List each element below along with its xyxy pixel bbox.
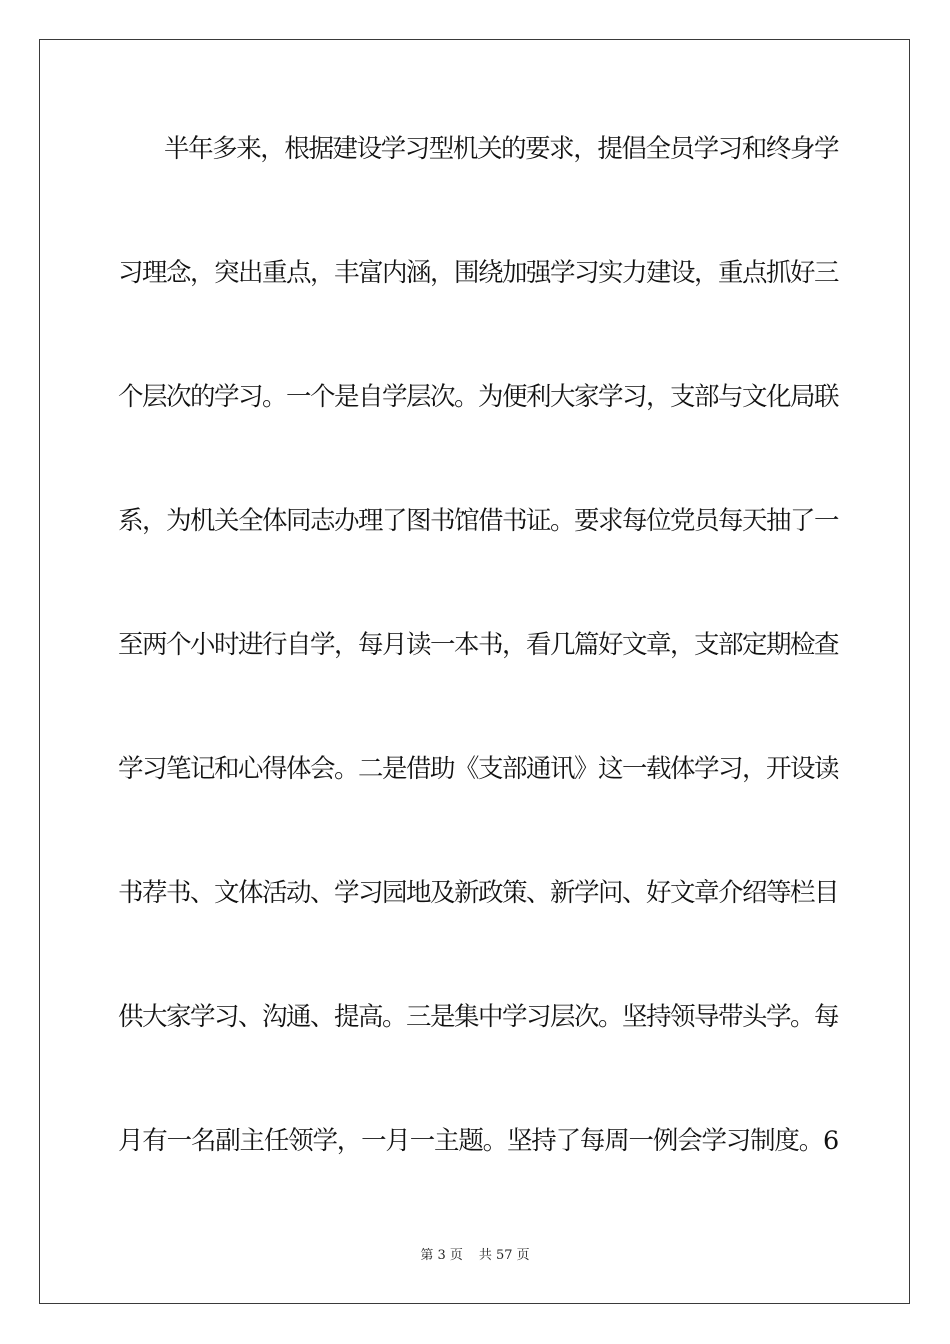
body-text-line: 至两个小时进行自学，每月读一本书，看几篇好文章，支部定期检查 <box>118 630 838 660</box>
body-text-line: 半年多来，根据建设学习型机关的要求，提倡全员学习和终身学 <box>164 134 838 164</box>
body-text-line: 学习笔记和心得体会。二是借助《支部通讯》这一载体学习，开设读 <box>118 754 838 784</box>
body-text-line: 供大家学习、沟通、提高。三是集中学习层次。坚持领导带头学。每 <box>118 1002 838 1032</box>
page-border <box>39 39 910 1304</box>
page-number: 第 3 页 <box>420 1248 463 1263</box>
page-total: 共 57 页 <box>478 1248 530 1263</box>
body-text-line: 书荐书、文体活动、学习园地及新政策、新学问、好文章介绍等栏目 <box>118 878 838 908</box>
body-text-line: 系，为机关全体同志办理了图书馆借书证。要求每位党员每天抽了一 <box>118 506 838 536</box>
page-footer <box>0 1247 950 1265</box>
body-text-line: 个层次的学习。一个是自学层次。为便利大家学习，支部与文化局联 <box>118 382 838 412</box>
body-text-line: 月有一名副主任领学，一月一主题。坚持了每周一例会学习制度。6 <box>118 1126 838 1156</box>
body-text-line: 习理念，突出重点，丰富内涵，围绕加强学习实力建设，重点抓好三 <box>118 258 838 288</box>
